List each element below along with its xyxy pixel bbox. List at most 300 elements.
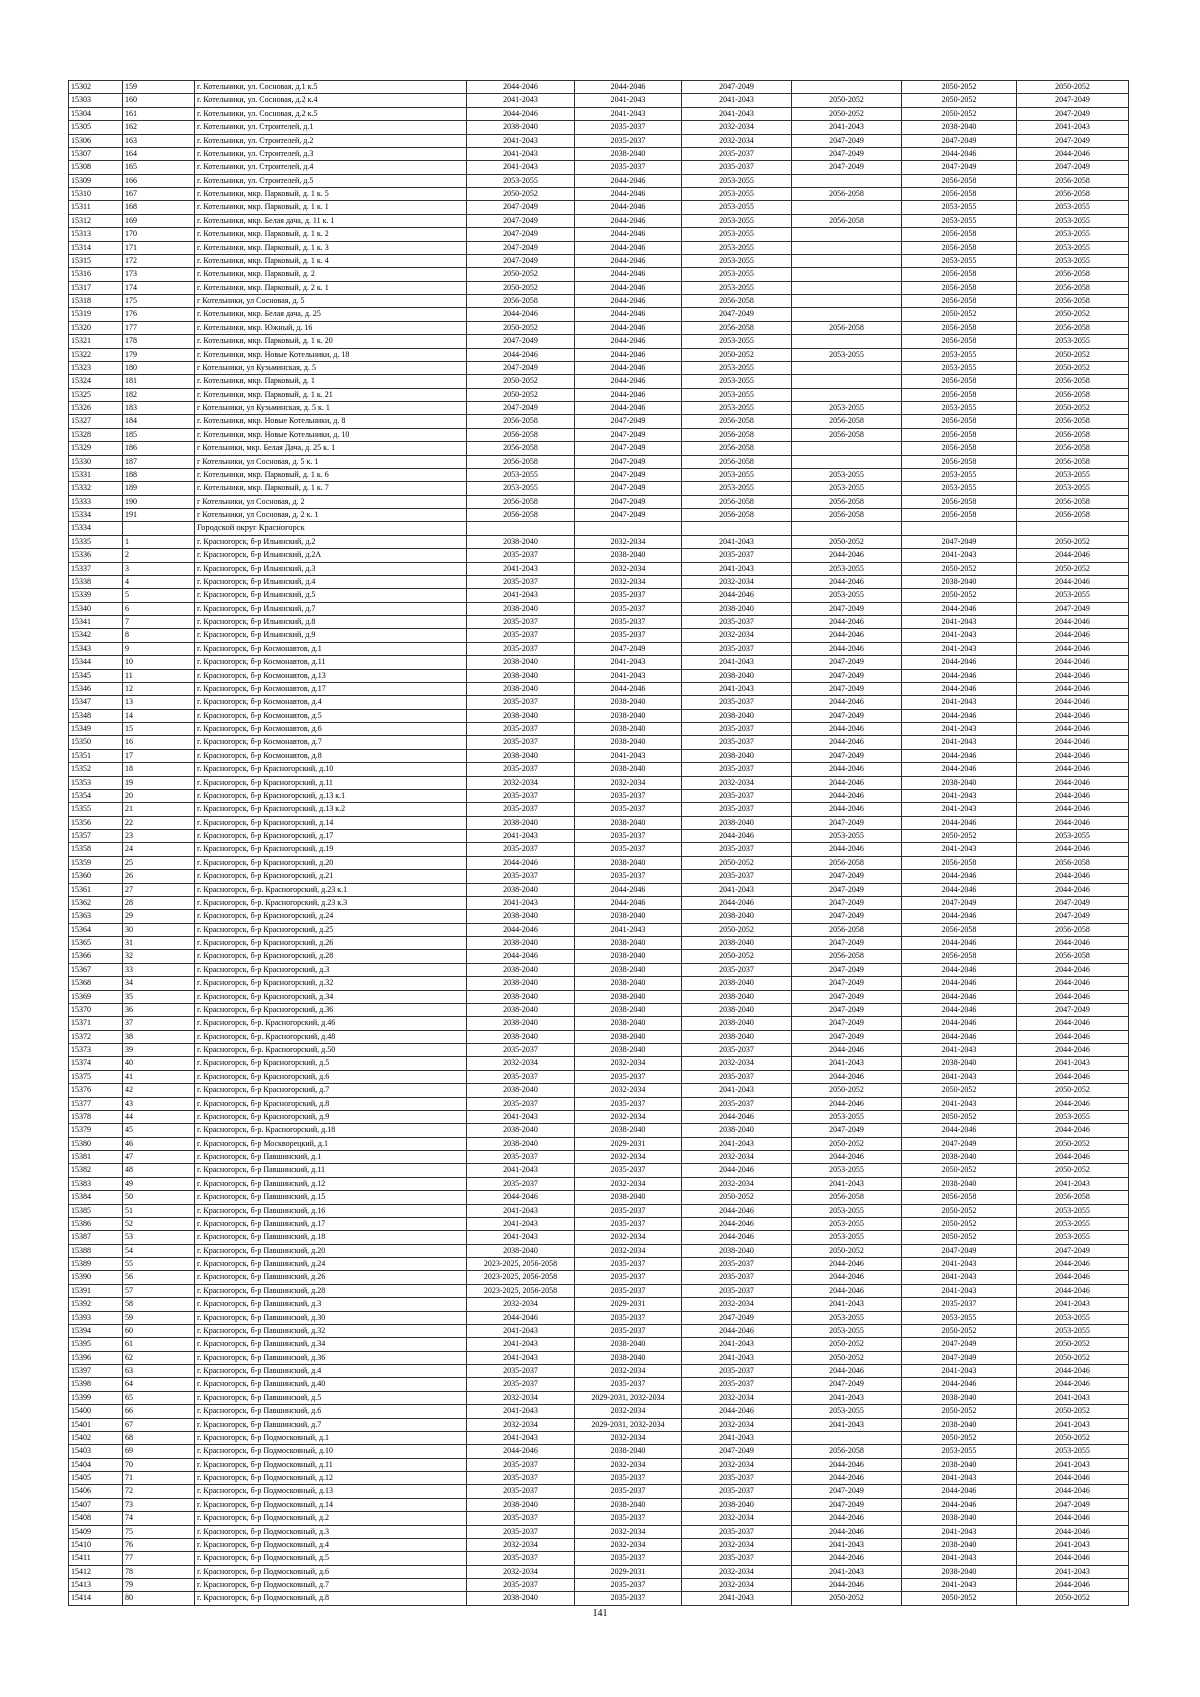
address-cell: г. Котельники, мкр. Парковый, д. 1 к. 6 bbox=[195, 468, 467, 481]
period-cell-5: 2053-2055 bbox=[902, 402, 1017, 415]
period-cell-3: 2053-2055 bbox=[682, 281, 792, 294]
table-row bbox=[69, 1271, 1129, 1284]
item-number-cell: 53 bbox=[123, 1231, 195, 1244]
period-cell-2: 2047-2049 bbox=[575, 455, 682, 468]
address-cell: г. Красногорск, б-р Павшинский, д.32 bbox=[195, 1324, 467, 1337]
period-cell-5: 2044-2046 bbox=[902, 749, 1017, 762]
address-cell: г. Красногорск, б-р Подмосковный, д.13 bbox=[195, 1485, 467, 1498]
period-cell-6: 2050-2052 bbox=[1017, 535, 1129, 548]
row-number-cell: 15348 bbox=[69, 709, 123, 722]
period-cell-2: 2041-2043 bbox=[575, 749, 682, 762]
table-row bbox=[69, 268, 1129, 281]
period-cell-1: 2047-2049 bbox=[467, 214, 575, 227]
period-cell-1: 2041-2043 bbox=[467, 1338, 575, 1351]
table-row bbox=[69, 174, 1129, 187]
period-cell-1: 2035-2037 bbox=[467, 1151, 575, 1164]
table-row bbox=[69, 1512, 1129, 1525]
item-number-cell: 55 bbox=[123, 1258, 195, 1271]
row-number-cell: 15314 bbox=[69, 241, 123, 254]
period-cell-2: 2044-2046 bbox=[575, 214, 682, 227]
address-cell: г. Красногорск, б-р Ильинский, д.2 bbox=[195, 535, 467, 548]
period-cell-5: 2056-2058 bbox=[902, 388, 1017, 401]
period-cell-5: 2047-2049 bbox=[902, 161, 1017, 174]
period-cell-5: 2050-2052 bbox=[902, 94, 1017, 107]
item-number-cell: 2 bbox=[123, 549, 195, 562]
period-cell-5: 2044-2046 bbox=[902, 977, 1017, 990]
item-number-cell: 165 bbox=[123, 161, 195, 174]
table-row bbox=[69, 669, 1129, 682]
table-row bbox=[69, 214, 1129, 227]
period-cell-4: 2053-2055 bbox=[792, 589, 902, 602]
period-cell-4: 2047-2049 bbox=[792, 709, 902, 722]
period-cell-6: 2044-2046 bbox=[1017, 696, 1129, 709]
address-cell: г. Красногорск, б-р Красногорский, д.8 bbox=[195, 1097, 467, 1110]
period-cell-2: 2044-2046 bbox=[575, 295, 682, 308]
period-cell-2: 2029-2031 bbox=[575, 1298, 682, 1311]
row-number-cell: 15365 bbox=[69, 937, 123, 950]
period-cell-2: 2038-2040 bbox=[575, 990, 682, 1003]
item-number-cell: 62 bbox=[123, 1351, 195, 1364]
period-cell-4 bbox=[792, 361, 902, 374]
period-cell-6: 2056-2058 bbox=[1017, 188, 1129, 201]
item-number-cell: 18 bbox=[123, 763, 195, 776]
table-row bbox=[69, 1378, 1129, 1391]
period-cell-6: 2047-2049 bbox=[1017, 94, 1129, 107]
period-cell-1: 2035-2037 bbox=[467, 1579, 575, 1592]
period-cell-5: 2041-2043 bbox=[902, 1070, 1017, 1083]
address-cell: г. Красногорск, б-р Ильинский, д.3 bbox=[195, 562, 467, 575]
item-number-cell: 46 bbox=[123, 1137, 195, 1150]
period-cell-1: 2041-2043 bbox=[467, 1217, 575, 1230]
item-number-cell: 42 bbox=[123, 1084, 195, 1097]
period-cell-4: 2044-2046 bbox=[792, 789, 902, 802]
address-cell: г. Красногорск, б-р Подмосковный, д.10 bbox=[195, 1445, 467, 1458]
period-cell-2: 2035-2037 bbox=[575, 616, 682, 629]
period-cell-2: 2047-2049 bbox=[575, 482, 682, 495]
period-cell-6: 2047-2049 bbox=[1017, 1003, 1129, 1016]
period-cell-3: 2056-2058 bbox=[682, 442, 792, 455]
period-cell-4: 2047-2049 bbox=[792, 1003, 902, 1016]
period-cell-6: 2044-2046 bbox=[1017, 1097, 1129, 1110]
period-cell-1: 2047-2049 bbox=[467, 201, 575, 214]
period-cell-2: 2038-2040 bbox=[575, 1445, 682, 1458]
item-number-cell: 168 bbox=[123, 201, 195, 214]
address-cell: г. Красногорск, б-р Подмосковный, д.14 bbox=[195, 1498, 467, 1511]
period-cell-4: 2041-2043 bbox=[792, 1057, 902, 1070]
period-cell-4: 2044-2046 bbox=[792, 1097, 902, 1110]
item-number-cell: 171 bbox=[123, 241, 195, 254]
period-cell-4 bbox=[792, 281, 902, 294]
period-cell-2: 2041-2043 bbox=[575, 656, 682, 669]
period-cell-3: 2041-2043 bbox=[682, 1084, 792, 1097]
item-number-cell: 32 bbox=[123, 950, 195, 963]
address-cell: г Котельники, мкр. Белая Дача, д. 25 к. 1 bbox=[195, 442, 467, 455]
address-cell: г. Красногорск, б-р Красногорский, д.7 bbox=[195, 1084, 467, 1097]
period-cell-5: 2041-2043 bbox=[902, 629, 1017, 642]
row-number-cell: 15317 bbox=[69, 281, 123, 294]
period-cell-1: 2035-2037 bbox=[467, 803, 575, 816]
period-cell-1: 2038-2040 bbox=[467, 749, 575, 762]
table-row bbox=[69, 575, 1129, 588]
period-cell-1: 2044-2046 bbox=[467, 950, 575, 963]
period-cell-5: 2056-2058 bbox=[902, 495, 1017, 508]
period-cell-6: 2047-2049 bbox=[1017, 161, 1129, 174]
period-cell-5: 2041-2043 bbox=[902, 1271, 1017, 1284]
table-row bbox=[69, 1231, 1129, 1244]
period-cell-6: 2041-2043 bbox=[1017, 1538, 1129, 1551]
table-row bbox=[69, 709, 1129, 722]
period-cell-5: 2056-2058 bbox=[902, 1191, 1017, 1204]
item-number-cell: 22 bbox=[123, 816, 195, 829]
address-cell: г. Красногорск, б-р Красногорский, д.24 bbox=[195, 910, 467, 923]
address-cell: г. Красногорск, б-р Космонавтов, д.11 bbox=[195, 656, 467, 669]
row-number-cell: 15344 bbox=[69, 656, 123, 669]
period-cell-2: 2044-2046 bbox=[575, 174, 682, 187]
period-cell-1: 2041-2043 bbox=[467, 147, 575, 160]
period-cell-5: 2053-2055 bbox=[902, 201, 1017, 214]
period-cell-4: 2047-2049 bbox=[792, 910, 902, 923]
row-number-cell: 15355 bbox=[69, 803, 123, 816]
period-cell-3: 2050-2052 bbox=[682, 923, 792, 936]
period-cell-2: 2035-2037 bbox=[575, 1204, 682, 1217]
address-cell: г. Красногорск, б-р Павшинский, д.16 bbox=[195, 1204, 467, 1217]
address-cell: г. Красногорск, б-р Павшинский, д.12 bbox=[195, 1177, 467, 1190]
item-number-cell: 1 bbox=[123, 535, 195, 548]
table-row bbox=[69, 281, 1129, 294]
period-cell-4: 2047-2049 bbox=[792, 1017, 902, 1030]
address-cell: г. Котельники, мкр. Парковый, д. 1 к. 5 bbox=[195, 188, 467, 201]
row-number-cell: 15334 bbox=[69, 522, 123, 535]
address-cell: г. Красногорск, б-р Красногорский, д.36 bbox=[195, 1003, 467, 1016]
period-cell-4: 2047-2049 bbox=[792, 682, 902, 695]
period-cell-5: 2044-2046 bbox=[902, 682, 1017, 695]
period-cell-5: 2050-2052 bbox=[902, 1204, 1017, 1217]
table-row bbox=[69, 455, 1129, 468]
table-row bbox=[69, 1003, 1129, 1016]
table-row bbox=[69, 1298, 1129, 1311]
address-cell: г. Котельники, мкр. Белая дача, д. 11 к. 1 bbox=[195, 214, 467, 227]
table-row bbox=[69, 228, 1129, 241]
period-cell-2: 2032-2034 bbox=[575, 1525, 682, 1538]
row-number-cell: 15363 bbox=[69, 910, 123, 923]
period-cell-2: 2038-2040 bbox=[575, 1017, 682, 1030]
address-cell: г. Красногорск, б-р Подмосковный, д.6 bbox=[195, 1565, 467, 1578]
address-cell: г. Красногорск, б-р Павшинский, д.36 bbox=[195, 1351, 467, 1364]
item-number-cell: 178 bbox=[123, 335, 195, 348]
table-row bbox=[69, 549, 1129, 562]
period-cell-4 bbox=[792, 201, 902, 214]
address-cell: г. Красногорск, б-р Красногорский, д.9 bbox=[195, 1110, 467, 1123]
item-number-cell: 184 bbox=[123, 415, 195, 428]
table-row bbox=[69, 776, 1129, 789]
table-row bbox=[69, 696, 1129, 709]
period-cell-1: 2038-2040 bbox=[467, 682, 575, 695]
row-number-cell: 15389 bbox=[69, 1258, 123, 1271]
period-cell-5: 2038-2040 bbox=[902, 1418, 1017, 1431]
period-cell-1: 2035-2037 bbox=[467, 629, 575, 642]
period-cell-2: 2044-2046 bbox=[575, 254, 682, 267]
period-cell-1: 2038-2040 bbox=[467, 1592, 575, 1605]
period-cell-3: 2035-2037 bbox=[682, 843, 792, 856]
table-row bbox=[69, 1311, 1129, 1324]
period-cell-3: 2032-2034 bbox=[682, 1512, 792, 1525]
period-cell-6: 2044-2046 bbox=[1017, 1070, 1129, 1083]
period-cell-1: 2038-2040 bbox=[467, 669, 575, 682]
address-cell: г. Красногорск, б-р Павшинский, д.17 bbox=[195, 1217, 467, 1230]
table-row bbox=[69, 415, 1129, 428]
period-cell-5: 2053-2055 bbox=[902, 254, 1017, 267]
period-cell-1: 2035-2037 bbox=[467, 789, 575, 802]
period-cell-2: 2044-2046 bbox=[575, 883, 682, 896]
period-cell-4: 2056-2058 bbox=[792, 1445, 902, 1458]
period-cell-1: 2041-2043 bbox=[467, 896, 575, 909]
period-cell-5: 2056-2058 bbox=[902, 268, 1017, 281]
address-cell: г. Котельники, ул. Сосновая, д.2 к.5 bbox=[195, 107, 467, 120]
period-cell-6: 2056-2058 bbox=[1017, 509, 1129, 522]
period-cell-1: 2038-2040 bbox=[467, 1084, 575, 1097]
address-cell: г. Красногорск, б-р Подмосковный, д.2 bbox=[195, 1512, 467, 1525]
period-cell-1: 2050-2052 bbox=[467, 281, 575, 294]
address-cell: г. Красногорск, б-р Красногорский, д.26 bbox=[195, 937, 467, 950]
row-number-cell: 15371 bbox=[69, 1017, 123, 1030]
item-number-cell: 30 bbox=[123, 923, 195, 936]
period-cell-1: 2032-2034 bbox=[467, 1538, 575, 1551]
period-cell-3: 2041-2043 bbox=[682, 562, 792, 575]
period-cell-3: 2053-2055 bbox=[682, 241, 792, 254]
period-cell-2: 2044-2046 bbox=[575, 375, 682, 388]
address-cell: г. Красногорск, б-р Космонавтов, д.6 bbox=[195, 723, 467, 736]
period-cell-6: 2044-2046 bbox=[1017, 883, 1129, 896]
row-number-cell: 15391 bbox=[69, 1284, 123, 1297]
period-cell-6: 2056-2058 bbox=[1017, 428, 1129, 441]
period-cell-4 bbox=[792, 268, 902, 281]
item-number-cell: 70 bbox=[123, 1458, 195, 1471]
period-cell-2: 2038-2040 bbox=[575, 709, 682, 722]
table-row bbox=[69, 1472, 1129, 1485]
row-number-cell: 15411 bbox=[69, 1552, 123, 1565]
table-row bbox=[69, 1365, 1129, 1378]
item-number-cell: 8 bbox=[123, 629, 195, 642]
period-cell-1: 2038-2040 bbox=[467, 1030, 575, 1043]
period-cell-5: 2056-2058 bbox=[902, 375, 1017, 388]
period-cell-6: 2044-2046 bbox=[1017, 669, 1129, 682]
period-cell-6: 2047-2049 bbox=[1017, 1498, 1129, 1511]
period-cell-4: 2041-2043 bbox=[792, 1177, 902, 1190]
row-number-cell: 15388 bbox=[69, 1244, 123, 1257]
period-cell-3: 2032-2034 bbox=[682, 1565, 792, 1578]
period-cell-4: 2044-2046 bbox=[792, 1044, 902, 1057]
period-cell-4: 2050-2052 bbox=[792, 535, 902, 548]
period-cell-3: 2035-2037 bbox=[682, 789, 792, 802]
address-cell: г. Красногорск, б-р Павшинский, д.7 bbox=[195, 1418, 467, 1431]
period-cell-2: 2038-2040 bbox=[575, 937, 682, 950]
period-cell-6: 2050-2052 bbox=[1017, 562, 1129, 575]
table-row bbox=[69, 348, 1129, 361]
period-cell-3: 2038-2040 bbox=[682, 1244, 792, 1257]
period-cell-5: 2041-2043 bbox=[902, 1365, 1017, 1378]
period-cell-6: 2056-2058 bbox=[1017, 415, 1129, 428]
row-number-cell: 15390 bbox=[69, 1271, 123, 1284]
period-cell-3: 2038-2040 bbox=[682, 990, 792, 1003]
period-cell-2: 2041-2043 bbox=[575, 107, 682, 120]
period-cell-3: 2056-2058 bbox=[682, 495, 792, 508]
period-cell-1: 2032-2034 bbox=[467, 1565, 575, 1578]
table-row bbox=[69, 870, 1129, 883]
period-cell-6: 2044-2046 bbox=[1017, 736, 1129, 749]
period-cell-2: 2038-2040 bbox=[575, 147, 682, 160]
period-cell-3: 2032-2034 bbox=[682, 1298, 792, 1311]
address-cell: г. Котельники, ул. Сосновая, д.1 к.5 bbox=[195, 81, 467, 94]
item-number-cell: 7 bbox=[123, 616, 195, 629]
period-cell-2: 2035-2037 bbox=[575, 121, 682, 134]
table-row bbox=[69, 789, 1129, 802]
period-cell-5: 2056-2058 bbox=[902, 923, 1017, 936]
period-cell-6: 2044-2046 bbox=[1017, 870, 1129, 883]
period-cell-5: 2041-2043 bbox=[902, 1097, 1017, 1110]
address-cell: г. Котельники, мкр. Новые Котельники, д. 18 bbox=[195, 348, 467, 361]
period-cell-4: 2047-2049 bbox=[792, 1124, 902, 1137]
period-cell-1: 2050-2052 bbox=[467, 268, 575, 281]
period-cell-2: 2044-2046 bbox=[575, 402, 682, 415]
period-cell-2: 2035-2037 bbox=[575, 830, 682, 843]
period-cell-3: 2035-2037 bbox=[682, 1044, 792, 1057]
period-cell-2: 2032-2034 bbox=[575, 1177, 682, 1190]
period-cell-1: 2047-2049 bbox=[467, 402, 575, 415]
period-cell-3: 2044-2046 bbox=[682, 1164, 792, 1177]
period-cell-1: 2035-2037 bbox=[467, 1070, 575, 1083]
table-row bbox=[69, 134, 1129, 147]
table-row bbox=[69, 642, 1129, 655]
period-cell-3: 2032-2034 bbox=[682, 776, 792, 789]
table-row bbox=[69, 308, 1129, 321]
period-cell-1: 2041-2043 bbox=[467, 830, 575, 843]
period-cell-6: 2053-2055 bbox=[1017, 589, 1129, 602]
period-cell-6: 2056-2058 bbox=[1017, 923, 1129, 936]
period-cell-4: 2044-2046 bbox=[792, 1151, 902, 1164]
period-cell-6: 2050-2052 bbox=[1017, 361, 1129, 374]
table-row bbox=[69, 749, 1129, 762]
period-cell-2: 2038-2040 bbox=[575, 1044, 682, 1057]
period-cell-2: 2035-2037 bbox=[575, 1271, 682, 1284]
period-cell-4: 2053-2055 bbox=[792, 482, 902, 495]
period-cell-3: 2053-2055 bbox=[682, 174, 792, 187]
period-cell-3: 2035-2037 bbox=[682, 723, 792, 736]
table-row bbox=[69, 883, 1129, 896]
table-row bbox=[69, 121, 1129, 134]
period-cell-3: 2035-2037 bbox=[682, 616, 792, 629]
period-cell-2: 2038-2040 bbox=[575, 977, 682, 990]
period-cell-6: 2050-2052 bbox=[1017, 348, 1129, 361]
table-row bbox=[69, 509, 1129, 522]
period-cell-5: 2056-2058 bbox=[902, 335, 1017, 348]
row-number-cell: 15319 bbox=[69, 308, 123, 321]
item-number-cell: 180 bbox=[123, 361, 195, 374]
item-number-cell: 170 bbox=[123, 228, 195, 241]
period-cell-6: 2041-2043 bbox=[1017, 121, 1129, 134]
address-cell: г. Красногорск, б-р Космонавтов, д.13 bbox=[195, 669, 467, 682]
table-row bbox=[69, 321, 1129, 334]
period-cell-4: 2044-2046 bbox=[792, 1579, 902, 1592]
period-cell-4: 2044-2046 bbox=[792, 1472, 902, 1485]
period-cell-3: 2035-2037 bbox=[682, 736, 792, 749]
period-cell-1: 2038-2040 bbox=[467, 1498, 575, 1511]
period-cell-6: 2053-2055 bbox=[1017, 228, 1129, 241]
address-cell: г. Котельники, ул. Строителей, д.2 bbox=[195, 134, 467, 147]
item-number-cell: 31 bbox=[123, 937, 195, 950]
period-cell-5: 2044-2046 bbox=[902, 937, 1017, 950]
period-cell-5: 2056-2058 bbox=[902, 856, 1017, 869]
table-row bbox=[69, 1284, 1129, 1297]
period-cell-5: 2041-2043 bbox=[902, 1525, 1017, 1538]
period-cell-6: 2053-2055 bbox=[1017, 335, 1129, 348]
table-row bbox=[69, 1110, 1129, 1123]
period-cell-2: 2029-2031 bbox=[575, 1565, 682, 1578]
period-cell-1: 2035-2037 bbox=[467, 736, 575, 749]
period-cell-2: 2038-2040 bbox=[575, 549, 682, 562]
period-cell-5: 2038-2040 bbox=[902, 1565, 1017, 1578]
period-cell-1: 2056-2058 bbox=[467, 509, 575, 522]
period-cell-1: 2035-2037 bbox=[467, 763, 575, 776]
period-cell-3: 2032-2034 bbox=[682, 1418, 792, 1431]
period-cell-3: 2035-2037 bbox=[682, 1552, 792, 1565]
row-number-cell: 15400 bbox=[69, 1405, 123, 1418]
period-cell-3: 2041-2043 bbox=[682, 1338, 792, 1351]
period-cell-2: 2044-2046 bbox=[575, 241, 682, 254]
period-cell-1: 2047-2049 bbox=[467, 361, 575, 374]
table-row bbox=[69, 1097, 1129, 1110]
period-cell-6: 2053-2055 bbox=[1017, 1445, 1129, 1458]
item-number-cell: 76 bbox=[123, 1538, 195, 1551]
item-number-cell: 60 bbox=[123, 1324, 195, 1337]
period-cell-2: 2035-2037 bbox=[575, 1512, 682, 1525]
table-row bbox=[69, 1458, 1129, 1471]
period-cell-3 bbox=[682, 522, 792, 535]
period-cell-1: 2038-2040 bbox=[467, 535, 575, 548]
period-cell-6: 2044-2046 bbox=[1017, 963, 1129, 976]
period-cell-1: 2056-2058 bbox=[467, 442, 575, 455]
address-cell: г. Котельники, мкр. Новые Котельники, д. 8 bbox=[195, 415, 467, 428]
item-number-cell: 25 bbox=[123, 856, 195, 869]
period-cell-5: 2038-2040 bbox=[902, 776, 1017, 789]
item-number-cell: 191 bbox=[123, 509, 195, 522]
row-number-cell: 15347 bbox=[69, 696, 123, 709]
period-cell-3: 2032-2034 bbox=[682, 629, 792, 642]
period-cell-2: 2044-2046 bbox=[575, 201, 682, 214]
table-row bbox=[69, 361, 1129, 374]
period-cell-3: 2053-2055 bbox=[682, 388, 792, 401]
address-cell: Городской округ Красногорск bbox=[195, 522, 467, 535]
period-cell-1: 2041-2043 bbox=[467, 1351, 575, 1364]
period-cell-6: 2041-2043 bbox=[1017, 1458, 1129, 1471]
address-cell: г. Котельники, ул. Строителей, д.3 bbox=[195, 147, 467, 160]
period-cell-1: 2044-2046 bbox=[467, 1311, 575, 1324]
period-cell-3: 2044-2046 bbox=[682, 896, 792, 909]
period-cell-2: 2038-2040 bbox=[575, 763, 682, 776]
period-cell-3: 2035-2037 bbox=[682, 549, 792, 562]
period-cell-3: 2050-2052 bbox=[682, 950, 792, 963]
address-cell: г. Красногорск, б-р Красногорский, д.25 bbox=[195, 923, 467, 936]
address-cell: г. Красногорск, б-р Подмосковный, д.8 bbox=[195, 1592, 467, 1605]
period-cell-5: 2053-2055 bbox=[902, 1445, 1017, 1458]
period-cell-1: 2038-2040 bbox=[467, 963, 575, 976]
item-number-cell: 172 bbox=[123, 254, 195, 267]
row-number-cell: 15308 bbox=[69, 161, 123, 174]
period-cell-1: 2038-2040 bbox=[467, 1244, 575, 1257]
item-number-cell: 77 bbox=[123, 1552, 195, 1565]
period-cell-5: 2041-2043 bbox=[902, 1579, 1017, 1592]
row-number-cell: 15334 bbox=[69, 509, 123, 522]
item-number-cell: 5 bbox=[123, 589, 195, 602]
